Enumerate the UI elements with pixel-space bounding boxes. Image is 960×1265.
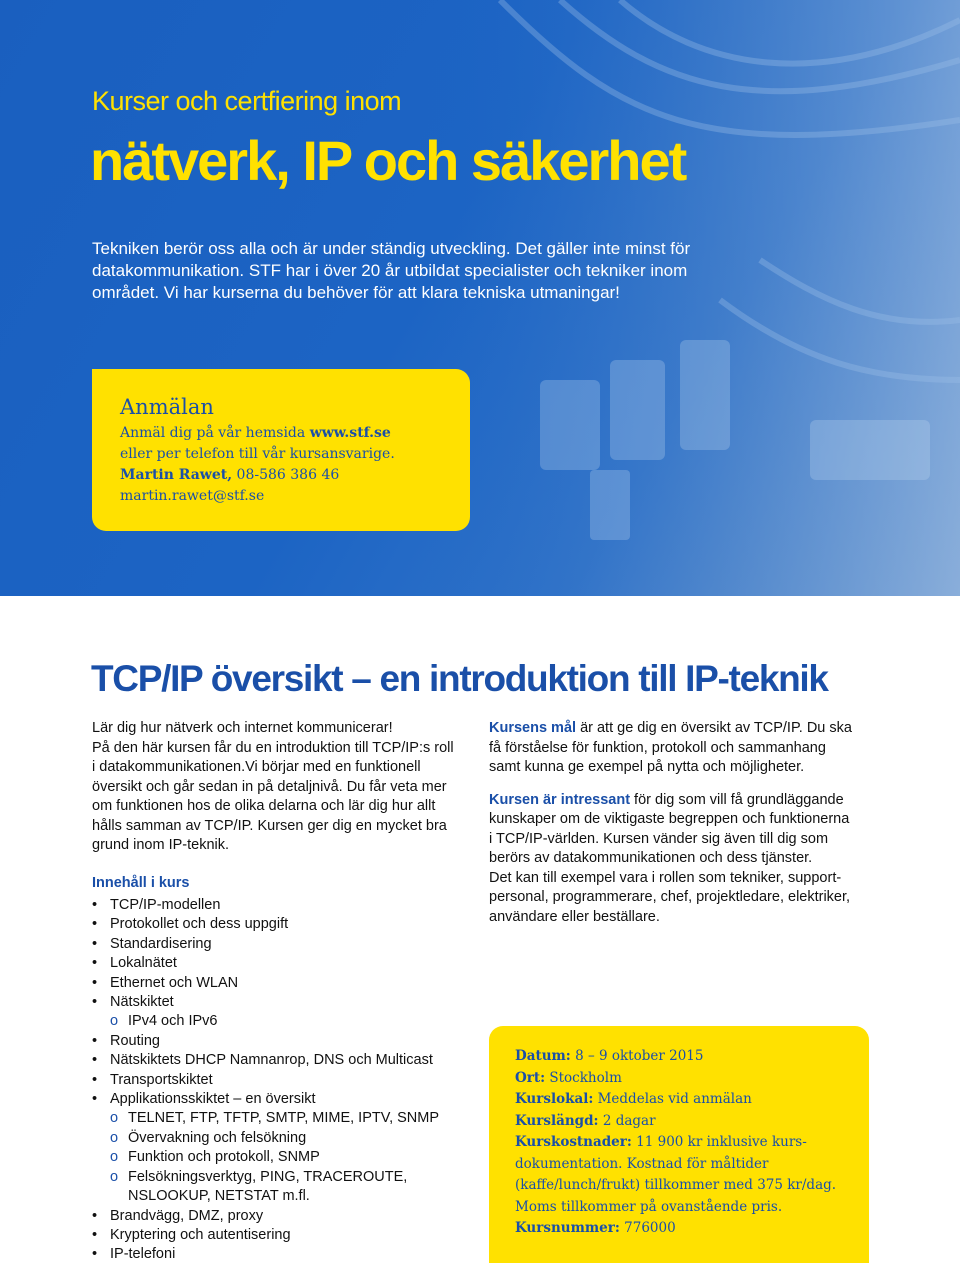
- goal-text: är att ge dig en översikt av TCP/IP. Du ska: [576, 720, 852, 736]
- sub-bullet-icon: o: [110, 1013, 119, 1030]
- contents-item: [92, 1071, 472, 1090]
- cost-label: Kurskostnader:: [515, 1134, 632, 1150]
- intro-line: om funktionen hos de olika delarna och lär dig hur allt: [92, 798, 436, 814]
- length-row: [515, 1111, 855, 1133]
- contents-item: [92, 1109, 472, 1128]
- cost-line: Moms tillkommer på ovanstående pris.: [515, 1198, 783, 1215]
- date-row: [515, 1046, 855, 1068]
- contents-item-text: Nätskiktet: [110, 994, 174, 1011]
- hero-banner: [0, 0, 960, 596]
- bullet-icon: •: [92, 935, 98, 952]
- contents-item: [92, 974, 472, 993]
- sub-bullet-icon: o: [110, 1168, 119, 1185]
- hero-intro-line: Tekniken berör oss alla och är under ständig utveckling. Det gäller inte minst för: [92, 239, 691, 258]
- contents-item-text: IP-telefoni: [110, 1246, 176, 1263]
- goal-line: samt kunna ge exempel på nytta och möjligheter.: [489, 759, 805, 775]
- hero-title: nätverk, IP och säkerhet: [90, 129, 686, 192]
- intro-line: På den här kursen får du en introduktion till TCP/IP:s roll: [92, 739, 454, 756]
- course-goals: [489, 719, 879, 927]
- venue-row: [515, 1089, 855, 1111]
- contents-item: [92, 915, 472, 934]
- interest-line: i TCP/IP-världen. Kursen vänder sig även till dig som: [489, 830, 829, 847]
- contents-item: [92, 1051, 472, 1070]
- registration-box: [92, 369, 470, 531]
- sub-bullet-icon: o: [110, 1110, 119, 1127]
- course-description: [92, 719, 472, 1265]
- contents-item-text: TELNET, FTP, TFTP, SMTP, MIME, IPTV, SNMP: [128, 1110, 440, 1127]
- number-row: [515, 1218, 855, 1240]
- contents-item-text: IPv4 och IPv6: [128, 1013, 218, 1030]
- place-value: Stockholm: [545, 1069, 622, 1086]
- interest-line: personal, programmerare, chef, projektledare, elektriker,: [489, 889, 851, 905]
- bullet-icon: •: [92, 1071, 98, 1088]
- contents-item: [92, 993, 472, 1012]
- contents-item-text: Nätskiktets DHCP Namnanrop, DNS och Multicast: [110, 1052, 433, 1069]
- contents-item-text: Ethernet och WLAN: [110, 974, 239, 991]
- contents-item-text: Routing: [110, 1032, 160, 1049]
- interest-paragraph: [489, 791, 879, 811]
- intro-line: Lär dig hur nätverk och internet kommunicerar!: [92, 720, 393, 736]
- place-label: Ort:: [515, 1069, 546, 1086]
- contents-item-text: Brandvägg, DMZ, proxy: [110, 1207, 264, 1224]
- registration-line: [120, 425, 391, 441]
- sub-bullet-icon: o: [110, 1129, 119, 1146]
- interest-line: Det kan till exempel vara i rollen som tekniker, support-: [489, 869, 842, 886]
- contents-heading: Innehåll i kurs: [92, 874, 190, 891]
- hero-subtitle: Kurser och certfiering inom: [92, 86, 402, 116]
- bullet-icon: •: [92, 955, 98, 972]
- contents-item-text: Kryptering och autentisering: [110, 1226, 291, 1243]
- contents-item: [92, 1129, 472, 1148]
- contents-item-text: Applikationsskiktet – en översikt: [110, 1091, 316, 1108]
- contents-item: [92, 1032, 472, 1051]
- intro-line: översikt och går sedan in på detaljnivå. Du får veta mer: [92, 778, 447, 795]
- date-label: Datum:: [515, 1048, 571, 1064]
- venue-value: Meddelas vid anmälan: [593, 1091, 752, 1107]
- goal-line: få förståelse för funktion, protokoll och sammanhang: [489, 739, 826, 756]
- contact-phone: 08-586 386 46: [232, 467, 340, 483]
- goal-paragraph: [489, 719, 879, 739]
- intro-line: grund inom IP-teknik.: [92, 837, 230, 853]
- bullet-icon: •: [92, 994, 98, 1011]
- intro-line: i datakommunikationen.Vi börjar med en funktionell: [92, 759, 421, 775]
- registration-title: Anmälan: [120, 395, 214, 419]
- sub-bullet-icon: o: [110, 1149, 119, 1166]
- contact-name: Martin Rawet,: [120, 467, 233, 483]
- cost-value: 11 900 kr inklusive kurs-: [631, 1134, 807, 1150]
- contents-item: [92, 1245, 472, 1264]
- contents-item: [92, 935, 472, 954]
- bullet-icon: •: [92, 1246, 98, 1263]
- contents-item: [92, 896, 472, 915]
- contents-item-text: Protokollet och dess uppgift: [110, 916, 289, 933]
- intro-line: hålls samman av TCP/IP. Kursen ger dig en mycket bra: [92, 817, 447, 834]
- contents-item: [92, 954, 472, 973]
- contents-item-text: Felsökningsverktyg, PING, TRACEROUTE,: [128, 1168, 408, 1185]
- date-value: 8 – 9 oktober 2015: [570, 1048, 704, 1064]
- contents-item: [92, 1187, 472, 1206]
- interest-line: användare eller beställare.: [489, 908, 660, 925]
- bullet-icon: •: [92, 1207, 98, 1224]
- course-title: TCP/IP översikt – en introduktion till IP-teknik: [91, 658, 828, 699]
- contents-item-text: Övervakning och felsökning: [128, 1129, 307, 1146]
- course-info-box: [489, 1026, 869, 1263]
- contents-item-text: TCP/IP-modellen: [110, 897, 221, 913]
- contents-item-text: Funktion och protokoll, SNMP: [128, 1149, 320, 1166]
- interest-text: för dig som vill få grundläggande: [630, 791, 844, 808]
- contents-list: [92, 896, 472, 1265]
- contents-item-text: Lokalnätet: [110, 955, 177, 972]
- contents-item: [92, 1148, 472, 1167]
- cost-row: [515, 1132, 855, 1154]
- hero-intro: [92, 238, 732, 304]
- contact-email-link[interactable]: martin.rawet@stf.se: [120, 488, 265, 504]
- interest-label: Kursen är intressant: [489, 791, 631, 808]
- length-label: Kurslängd:: [515, 1112, 599, 1129]
- cost-line: dokumentation. Kostnad för måltider: [515, 1155, 769, 1172]
- bullet-icon: •: [92, 1091, 98, 1108]
- hero-intro-line: datakommunikation. STF har i över 20 år utbildat specialister och tekniker inom: [92, 261, 688, 280]
- contents-item-text: NSLOOKUP, NETSTAT m.fl.: [128, 1188, 310, 1205]
- interest-line: kunskaper om de viktigaste begreppen och funktionerna: [489, 811, 850, 827]
- contents-item: [92, 1226, 472, 1245]
- bullet-icon: •: [92, 1052, 98, 1069]
- cost-line: (kaffe/lunch/frukt) tillkommer med 375 kr/dag.: [515, 1177, 837, 1193]
- contents-item: [92, 1012, 472, 1031]
- website-link[interactable]: www.stf.se: [309, 425, 391, 441]
- venue-label: Kurslokal:: [515, 1091, 594, 1107]
- contents-item: [92, 1168, 472, 1187]
- place-row: [515, 1068, 855, 1090]
- contents-item: [92, 1207, 472, 1226]
- contents-item-text: Transportskiktet: [110, 1071, 213, 1088]
- bullet-icon: •: [92, 916, 98, 933]
- contact-line: [120, 467, 339, 483]
- bullet-icon: •: [92, 974, 98, 991]
- length-value: 2 dagar: [598, 1112, 656, 1129]
- bullet-icon: •: [92, 897, 98, 913]
- number-value: 776000: [619, 1220, 676, 1236]
- registration-phone-text: eller per telefon till vår kursansvarige.: [120, 446, 395, 462]
- contents-item: [92, 1090, 472, 1109]
- interest-line: berörs av datakommunikationen och dess tjänster.: [489, 850, 813, 866]
- bullet-icon: •: [92, 1226, 98, 1243]
- registration-text: Anmäl dig på vår hemsida: [120, 425, 310, 441]
- number-label: Kursnummer:: [515, 1220, 620, 1236]
- hero-intro-line: området. Vi har kurserna du behöver för att klara tekniska utmaningar!: [92, 283, 620, 302]
- bullet-icon: •: [92, 1032, 98, 1049]
- goal-label: Kursens mål: [489, 720, 577, 736]
- contents-item-text: Standardisering: [110, 935, 212, 952]
